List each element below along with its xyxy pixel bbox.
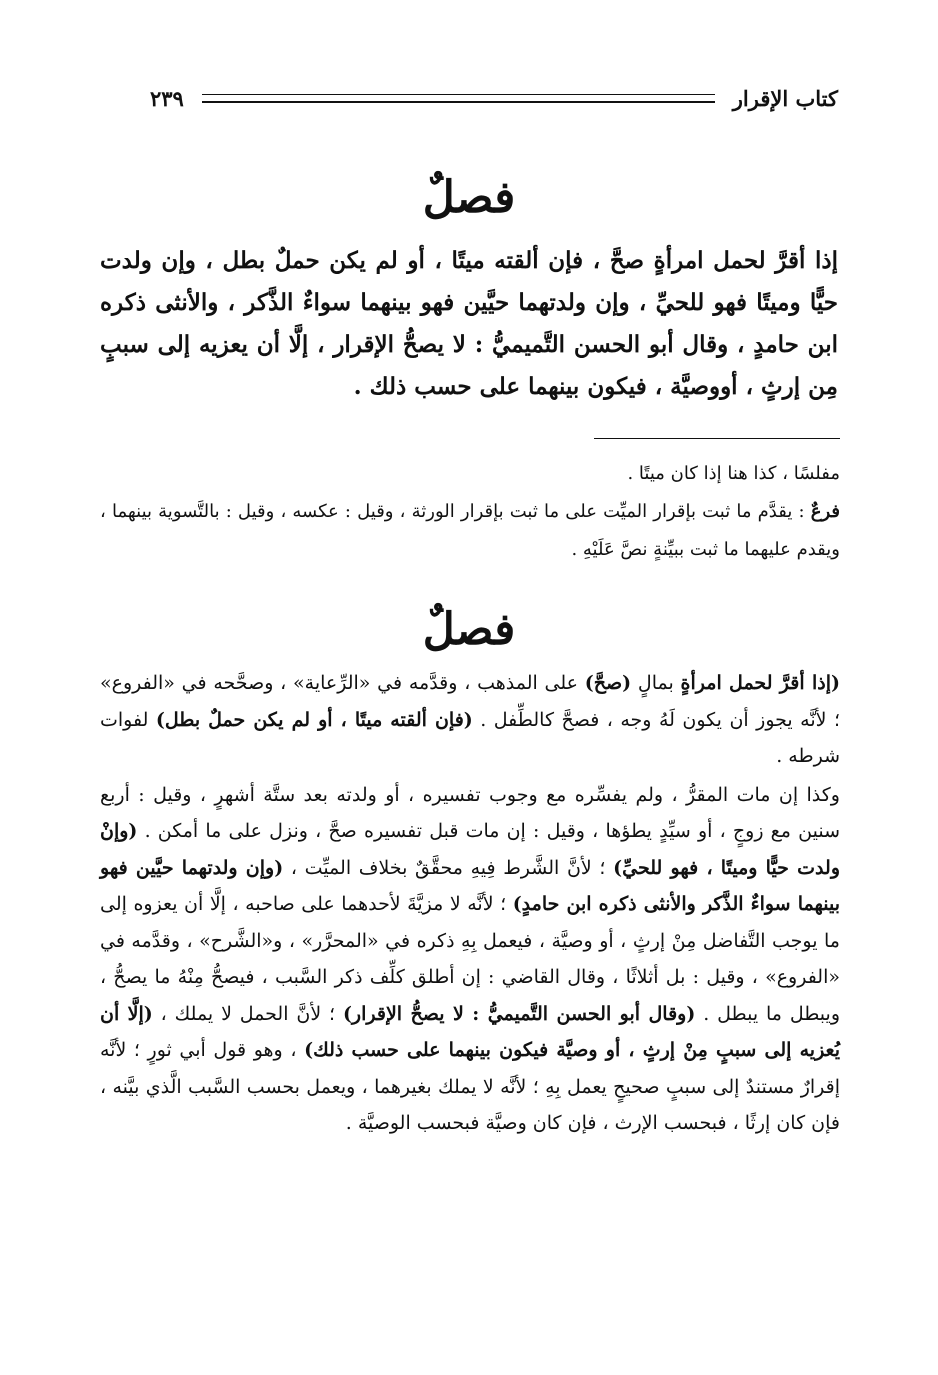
sharh-paragraph-1 bbox=[100, 665, 840, 775]
far-text: : يقدَّم ما ثبت بإقرار الميِّت على ما ثبت بإقرار الورثة ، وقيل : عكسه ، وقيل : بالتَّسوية بينهما ، ويقدم عليهما ما ثبت ببيِّنةٍ نصَّ عَلَيْهِ . bbox=[100, 501, 840, 560]
sharh-segment: (صحَّ) bbox=[584, 672, 632, 694]
page-number: ٢٣٩ bbox=[150, 85, 184, 111]
section-heading-matn: فصلٌ bbox=[422, 172, 516, 223]
book-title: كتاب الإقرار bbox=[732, 85, 838, 111]
header-rule bbox=[202, 94, 715, 103]
sharh-segment: (وإنْ ولدت حيًّا وميتًا ، فهو للحيِّ) bbox=[100, 820, 840, 879]
running-header bbox=[150, 78, 838, 118]
sharh-text bbox=[100, 665, 840, 1142]
far-label: فرعٌ bbox=[810, 501, 840, 522]
sharh-paragraph-2 bbox=[100, 777, 840, 1142]
footnote-separator bbox=[594, 438, 840, 439]
sharh-segment: ، وهو قول أبي ثورٍ ؛ لأنَّه إقرارٌ مستندٌ إلى سببٍ صحيحٍ يعمل بِهِ ؛ لأنَّه لا يملك بغيرهما ، ويعمل بحسب السَّبب الَّذي بيَّنه ، فإن كان إرثًا ، فبحسب الإرث ، فإن كان وصيَّة فبحسب الوصيَّة . bbox=[100, 1039, 840, 1134]
sharh-segment: (إذا أقرَّ لحمل امرأةٍ bbox=[680, 672, 840, 694]
matn-text: إذا أقرَّ لحمل امرأةٍ صحَّ ، فإن ألقته ميتًا ، أو لم يكن حملٌ بطل ، وإن ولدت حيًّا وميتًا فهو للحيِّ ، وإن ولدتهما حيَّين فهو بينهما سواءٌ الذَّكر ، والأنثى ذكره ابن حامدٍ ، وقال أبو الحسن التَّميميُّ : لا يصحُّ الإقرار ، إلَّا أن يعزيه إلى سببٍ مِن إرثٍ ، أووصيَّة ، فيكون بينهما على حسب ذلك . bbox=[100, 247, 838, 400]
sharh-segment: ؛ لأنَّه لا مزيَّةَ لأحدهما على صاحبه ، إلَّا أن يعزوه إلى ما يوجب التَّفاضل مِنْ إرثٍ ، أو وصيَّة ، فيعمل بِهِ ذكره في «المحرَّر» ، و«الشَّرح» ، وقدَّمه في «الفروع» ، وقيل : بل أثلاثًا ، وقال القاضي : إن أطلق كلِّف ذكر السَّبب ، فيصحُّ مِنْهُ ما يصحُّ ، ويبطل ما يبطل . bbox=[100, 893, 841, 1025]
footnote-far bbox=[100, 493, 840, 569]
sharh-segment: (وإن ولدتهما حيَّين فهو بينهما سواءٌ الذَّكر والأنثى ذكره ابن حامدٍ) bbox=[100, 856, 840, 915]
footnotes bbox=[100, 455, 840, 569]
sharh-segment: (فإن ألقته ميتًا ، أو لم يكن حملٌ بطل) bbox=[155, 708, 473, 731]
sharh-segment: ؛ لأنَّ الشَّرط فِيهِ محقَّقٌ بخلاف الميِّت ، bbox=[283, 856, 614, 879]
sharh-segment: بمالٍ bbox=[631, 672, 681, 694]
footnote-line: مفلسًا ، كذا هنا إذا كان ميتًا . bbox=[627, 463, 840, 484]
sharh-segment: (إلَّا أن يُعزيه إلى سببٍ مِنْ إرثٍ ، أو وصيَّة فيكون بينهما على حسب ذلك) bbox=[100, 1002, 841, 1061]
sharh-segment: وكذا إن مات المقرُّ ، ولم يفسِّره مع وجوب تفسيره ، أو ولدته بعد ستَّة أشهرٍ ، وقيل : أربع سنين مع زوجٍ ، أو سيِّدٍ يطؤها ، وقيل : إن مات قبل تفسيره صحَّ ، ونزل على ما أمكن . bbox=[100, 783, 840, 842]
sharh-segment: لفوات شرطه . bbox=[100, 708, 840, 767]
sharh-segment: (وقال أبو الحسن التَّميميُّ : لا يصحُّ الإقرار) bbox=[342, 1002, 696, 1025]
section-heading-sharh: فصلٌ bbox=[422, 604, 516, 655]
sharh-segment: على المذهب ، وقدَّمه في «الرِّعاية» ، وصحَّحه في «الفروع» ؛ لأنَّه يجوز أن يكون لَهُ وجه ، فصحَّ كالطِّفل . bbox=[100, 672, 841, 731]
sharh-segment: ؛ لأنَّ الحمل لا يملك ، bbox=[152, 1002, 343, 1025]
